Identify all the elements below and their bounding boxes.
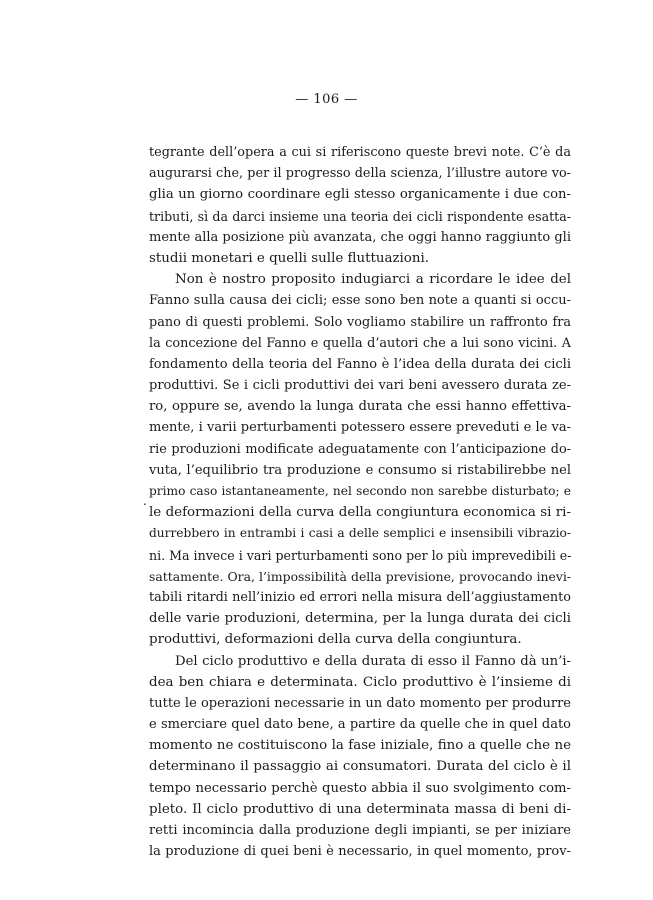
- text-line: pleto. Il ciclo produttivo di una determinata massa di beni di-: [149, 801, 571, 817]
- text-line: la produzione di quei beni è necessario, in quel momento, prov-: [149, 844, 571, 860]
- text-line: retti incomincia dalla produzione degli impianti, se per iniziare: [149, 823, 571, 838]
- text-line: le deformazioni della curva della congiuntura economica si ri-: [149, 505, 571, 521]
- text-line: pano di questi problemi. Solo vogliamo stabilire un raffronto fra: [149, 314, 571, 330]
- text-line: tegrante dell’opera a cui si riferiscono queste brevi note. C’è da: [149, 145, 571, 160]
- text-line: mente alla posizione più avanzata, che oggi hanno raggiunto gli: [149, 229, 571, 245]
- text-line: produttivi, deformazioni della curva della congiuntura.: [149, 632, 522, 648]
- text-line: mente, i varii perturbamenti potessero essere preveduti e le va-: [149, 420, 571, 436]
- text-line: delle varie produzioni, determina, per la lunga durata dei cicli: [149, 611, 571, 627]
- text-line: determinano il passaggio ai consumatori. Durata del ciclo è il: [149, 759, 571, 775]
- text-line: e smerciare quel dato bene, a partire da quelle che in quel dato: [149, 717, 571, 733]
- text-line: ro, oppure se, avendo la lunga durata che essi hanno effettiva-: [149, 399, 571, 415]
- text-line: tributi, sì da darci insieme una teoria dei cicli rispondente esatta-: [149, 208, 571, 224]
- text-line: Non è nostro proposito indugiarci a ricordare le idee del: [175, 272, 571, 288]
- text-line: Del ciclo produttivo e della durata di esso il Fanno dà un’i-: [175, 653, 571, 669]
- text-line: glia un giorno coordinare egli stesso organicamente i due con-: [149, 187, 571, 203]
- margin-mark: .: [143, 494, 147, 508]
- text-line: ni. Ma invece i vari perturbamenti sono per lo più imprevedibili e-: [149, 547, 571, 563]
- text-line: tutte le operazioni necessarie in un dato momento per produrre: [149, 695, 571, 711]
- text-line: rie produzioni modificate adeguatamente con l’anticipazione do-: [149, 441, 571, 457]
- text-line: studii monetari e quelli sulle fluttuazioni.: [149, 250, 430, 266]
- page-number: — 106 —: [295, 92, 358, 107]
- text-line: la concezione del Fanno e quella d’autori che a lui sono vicini. A: [149, 335, 571, 351]
- text-line: tabili ritardi nell’inizio ed errori nella misura dell’aggiustamento: [149, 589, 571, 605]
- body-text: [149, 142, 571, 862]
- text-line: augurarsi che, per il progresso della scienza, l’illustre autore vo-: [149, 166, 571, 182]
- text-line: produttivi. Se i cicli produttivi dei vari beni avessero durata ze-: [149, 378, 571, 394]
- text-line: durrebbero in entrambi i casi a delle semplici e insensibili vibrazio-: [149, 526, 571, 541]
- text-line: primo caso istantaneamente, nel secondo non sarebbe disturbato; e: [149, 484, 571, 498]
- text-line: momento ne costituiscono la fase iniziale, fino a quelle che ne: [149, 738, 571, 754]
- text-line: Fanno sulla causa dei cicli; esse sono ben note a quanti si occu-: [149, 293, 571, 309]
- text-line: dea ben chiara e determinata. Ciclo produttivo è l’insieme di: [149, 674, 571, 690]
- text-line: vuta, l’equilibrio tra produzione e consumo si ristabilirebbe nel: [149, 462, 571, 478]
- text-line: sattamente. Ora, l’impossibilità della previsione, provocando inevi-: [149, 568, 571, 584]
- text-line: tempo necessario perchè questo abbia il suo svolgimento com-: [149, 780, 571, 796]
- text-line: fondamento della teoria del Fanno è l’idea della durata dei cicli: [149, 356, 571, 372]
